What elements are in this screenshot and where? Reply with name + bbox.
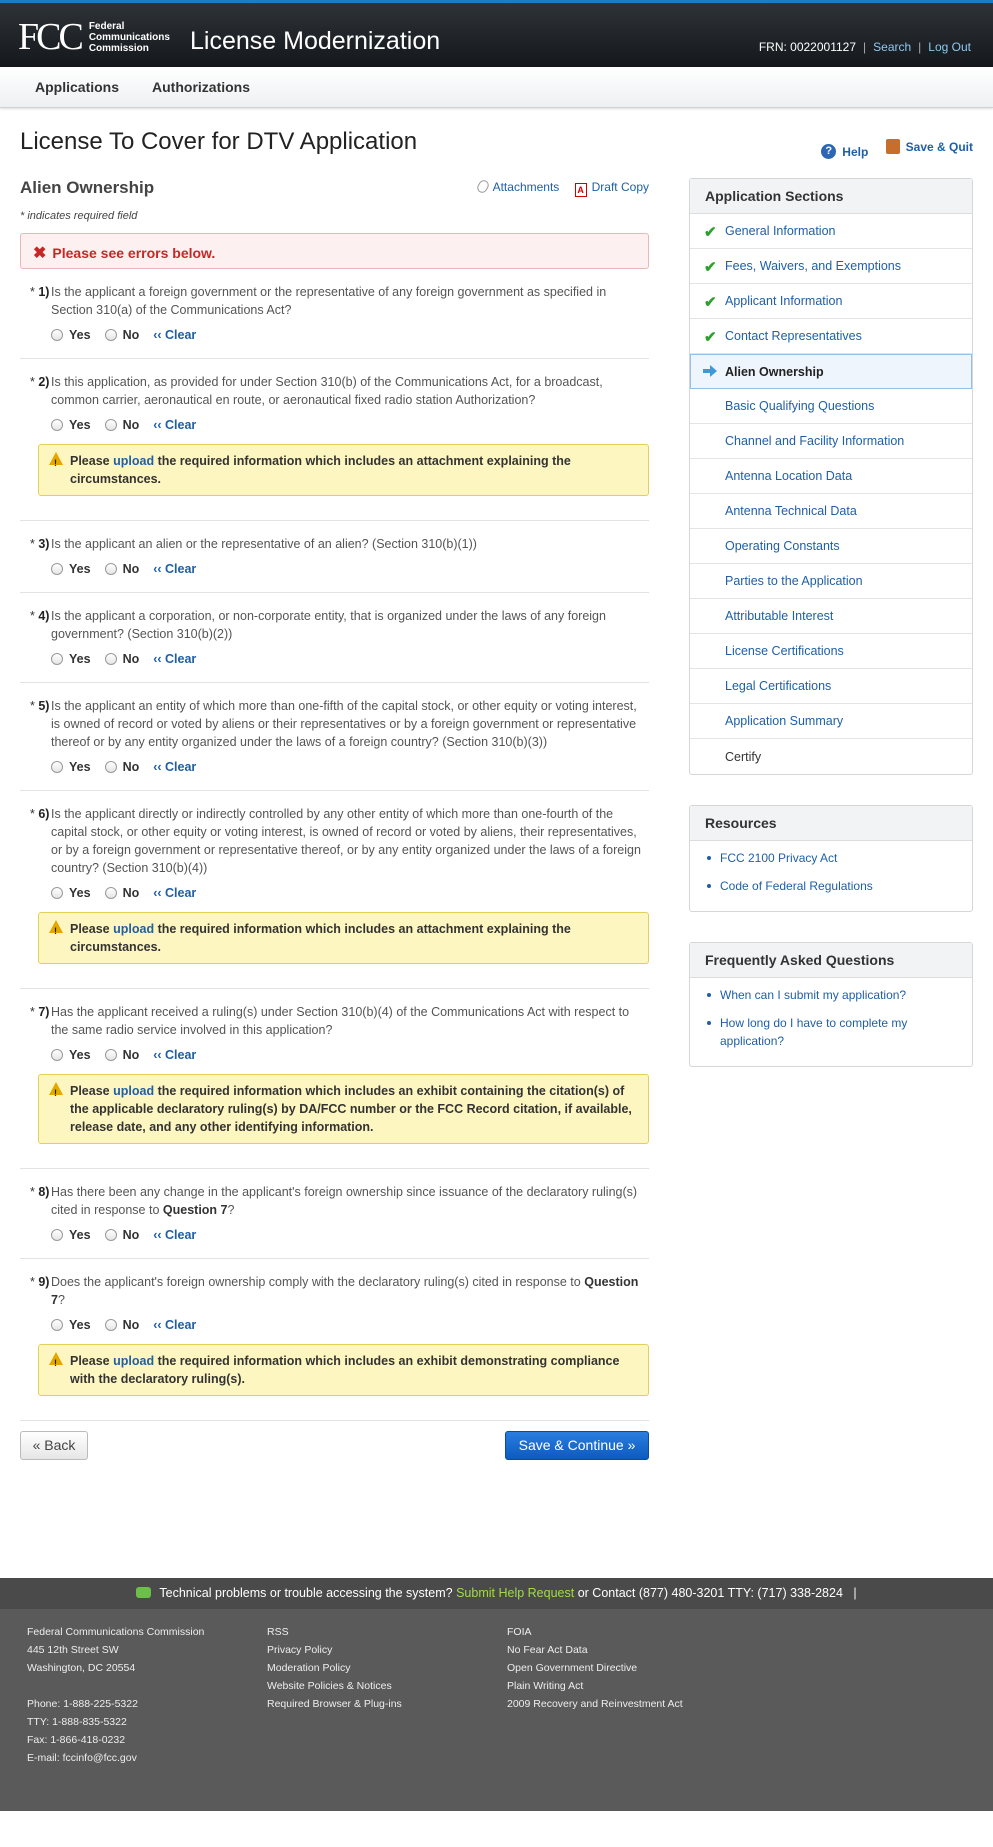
clear-link[interactable]: ‹‹ Clear [153,1228,197,1242]
footer-link[interactable]: 2009 Recovery and Reinvestment Act [507,1698,683,1710]
required-star: * [30,1185,35,1199]
sidebar-item-basic-qualifying-questions[interactable] [690,389,972,424]
yes-option[interactable] [51,1318,91,1332]
panel-title: Frequently Asked Questions [690,943,972,978]
yes-label: Yes [69,328,91,342]
yes-label: Yes [69,1318,91,1332]
yes-option[interactable] [51,1228,91,1242]
yes-radio[interactable] [51,653,63,665]
yes-label: Yes [69,418,91,432]
section-label: Channel and Facility Information [725,434,905,448]
question-num: 8) [38,1185,50,1199]
required-star: * [30,609,35,623]
no-radio[interactable] [105,1049,117,1061]
separator: | [863,40,867,54]
yes-radio[interactable] [51,1229,63,1241]
yes-option[interactable] [51,886,91,900]
no-radio[interactable] [105,653,117,665]
footer-address-line: 445 12th Street SW [27,1644,119,1656]
question-tail: ? [57,1293,65,1307]
question-text [20,805,649,877]
question-num: 3) [38,537,50,551]
no-option[interactable] [105,1318,140,1332]
faq-list [690,978,972,1066]
resources-link[interactable]: FCC 2100 Privacy Act [690,849,972,867]
section-nav [690,214,972,774]
yes-label: Yes [69,886,91,900]
footer-address-line: TTY: 1-888-835-5322 [27,1716,127,1728]
section-label: Applicant Information [725,294,843,308]
pdf-icon: A [575,183,587,197]
upload-link[interactable]: upload [113,922,155,936]
question-number [30,373,49,391]
yes-radio[interactable] [51,887,63,899]
warning-icon [49,1352,63,1365]
section-label: Operating Constants [725,539,840,553]
question-number [30,697,49,715]
footer-address [27,1623,204,1767]
question-text [20,373,649,409]
question-num: 7) [38,1005,50,1019]
required-note: * indicates required field [20,210,138,222]
answer-options [20,760,649,774]
separator: | [853,1586,857,1600]
sidebar-item-license-certifications[interactable] [690,634,972,669]
warning-icon [49,920,63,933]
draft-copy-label: Draft Copy [591,180,649,194]
checkmark-icon: ✔ [704,224,717,241]
yes-option[interactable] [51,562,91,576]
no-option[interactable] [105,886,140,900]
no-option[interactable] [105,652,140,666]
sidebar-item-parties-to-the-application[interactable] [690,564,972,599]
no-label: No [122,652,140,666]
yes-label: Yes [69,652,91,666]
sidebar-item-legal-certifications[interactable] [690,669,972,704]
required-star: * [30,807,35,821]
paperclip-icon [475,178,490,194]
logout-link[interactable]: Log Out [928,40,971,54]
question-number [30,607,49,625]
question [20,521,649,593]
answer-options [20,886,649,900]
question-body: Has the applicant received a ruling(s) under Section 310(b)(4) of the Communications Act with respect to the same radio service involved in this application? [51,1005,630,1037]
question-num: 1) [38,285,50,299]
search-link[interactable]: Search [873,40,912,54]
no-option[interactable] [105,562,140,576]
attachments-label: Attachments [492,180,560,194]
agency-line: Communications [88,31,170,43]
checkmark-icon: ✔ [704,294,717,311]
no-radio[interactable] [105,1319,117,1331]
sidebar [689,178,973,1097]
form-buttons [20,1431,649,1460]
application-sections-panel [689,178,973,775]
no-radio[interactable] [105,329,117,341]
footer-address-line: E-mail: fccinfo@fcc.gov [27,1752,137,1764]
question [20,791,649,989]
question-number [30,535,49,553]
yes-option[interactable] [51,328,91,342]
agency-line: Federal [88,20,125,32]
no-label: No [122,1048,140,1062]
footer-links-col2 [267,1623,402,1713]
question-text [20,607,649,643]
footer-link[interactable]: Website Policies & Notices [267,1680,392,1692]
clear-link[interactable]: ‹‹ Clear [153,1048,197,1062]
question-number [30,1003,49,1021]
warning-please: Please [70,1354,110,1368]
separator: | [918,40,922,54]
attachments-link[interactable] [478,180,560,194]
answer-options [20,418,649,432]
faq-link[interactable]: How long do I have to complete my application? [690,1014,972,1050]
back-button[interactable]: « Back [20,1431,88,1460]
section-label: Basic Qualifying Questions [725,399,875,413]
yes-radio[interactable] [51,563,63,575]
clear-link[interactable]: ‹‹ Clear [153,1318,197,1332]
help-label: Help [842,144,869,159]
no-radio[interactable] [105,1229,117,1241]
clear-link[interactable]: ‹‹ Clear [153,760,197,774]
footer-links-col3 [507,1623,683,1713]
question [20,683,649,791]
sidebar-item-contact-representatives[interactable] [690,319,972,354]
required-star: * [30,285,35,299]
help-icon: ? [821,144,836,159]
panel-title: Application Sections [690,179,972,214]
section-label: Alien Ownership [725,364,824,379]
section-label: Fees, Waivers, and Exemptions [725,259,901,273]
question-text [20,697,649,751]
section-label: Certify [725,749,762,764]
no-option[interactable] [105,418,140,432]
yes-label: Yes [69,760,91,774]
site-header [0,0,993,67]
question-num: 4) [38,609,50,623]
warning-text: the required information which includes an exhibit containing the citation(s) of the applicable declaratory ruling(s) by DA/FCC number or the FCC Record citation, if available, release date, and any other identifying information. [70,1084,632,1134]
sidebar-item-operating-constants[interactable] [690,529,972,564]
sidebar-item-antenna-technical-data[interactable] [690,494,972,529]
save-quit-link[interactable] [886,139,973,154]
no-option[interactable] [105,1048,140,1062]
section-title: Alien Ownership [20,178,155,197]
question-tail: ? [227,1203,235,1217]
required-star: * [30,1005,35,1019]
upload-warning [38,1074,649,1144]
yes-radio[interactable] [51,761,63,773]
resources-list [690,841,972,911]
footer-link[interactable]: Moderation Policy [267,1662,351,1674]
question-num: 9) [38,1275,50,1289]
sidebar-item-application-summary[interactable] [690,704,972,739]
no-option[interactable] [105,1228,140,1242]
sidebar-item-alien-ownership[interactable] [690,354,972,389]
no-radio[interactable] [105,563,117,575]
question-body: Is the applicant directly or indirectly controlled by any other entity of which more than one-fourth of the capital stock, or other equity or voting interest, is owned of record or voted by aliens, their representatives, or by a foreign government or representative thereof, or by any entity organized under the laws of a foreign country? (Section 310(b)(4)) [51,807,641,875]
required-star: * [30,375,35,389]
save-continue-button[interactable]: Save & Continue » [505,1431,649,1460]
footer-link[interactable]: Open Government Directive [507,1662,638,1674]
footer-link[interactable]: Privacy Policy [267,1644,333,1656]
checkmark-icon: ✔ [704,329,717,346]
panel-title: Resources [690,806,972,841]
section-label: Parties to the Application [725,574,863,588]
question-number [30,1273,49,1291]
answer-options [20,1048,649,1062]
question-text [20,283,649,319]
section-label: Antenna Location Data [725,469,853,483]
question-number [30,805,49,823]
faq-panel [689,942,973,1067]
section-label: Contact Representatives [725,329,862,343]
question-num: 2) [38,375,50,389]
warning-text: the required information which includes an exhibit demonstrating compliance with the declaratory ruling(s). [70,1354,620,1386]
yes-option[interactable] [51,652,91,666]
clear-link[interactable]: ‹‹ Clear [153,562,197,576]
question-num: 5) [38,699,50,713]
question-text [20,1183,649,1219]
upload-warning [38,444,649,496]
upload-warning [38,1344,649,1396]
help-bar [0,1578,993,1609]
section-links [466,180,649,197]
question-text [20,1273,649,1309]
section-label: Antenna Technical Data [725,504,857,518]
sidebar-item-fees-waivers-and-exemptions[interactable] [690,249,972,284]
error-icon: ✖ [33,245,47,262]
main-nav [0,67,993,108]
footer-link[interactable]: No Fear Act Data [507,1644,588,1656]
sidebar-item-applicant-information[interactable] [690,284,972,319]
question-list [20,269,649,1421]
warning-text: the required information which includes an attachment explaining the circumstances. [70,454,571,486]
yes-option[interactable] [51,418,91,432]
warning-icon [49,1082,63,1095]
upload-link[interactable]: upload [113,1084,155,1098]
no-label: No [122,886,140,900]
agency-line: Commission [88,42,149,54]
fcc-logo[interactable] [18,16,170,58]
question-body: Is the applicant an alien or the representative of an alien? (Section 310(b)(1)) [51,537,477,551]
footer-link[interactable]: FOIA [507,1626,532,1638]
yes-option[interactable] [51,1048,91,1062]
warning-text: the required information which includes an attachment explaining the circumstances. [70,922,571,954]
resources-panel [689,805,973,912]
sidebar-item-channel-and-facility-information[interactable] [690,424,972,459]
question [20,1169,649,1259]
draft-copy-link[interactable] [575,180,649,194]
alien-ownership-form [20,178,649,1460]
question-text [20,535,649,553]
answer-options [20,1228,649,1242]
clear-link[interactable]: ‹‹ Clear [153,652,197,666]
yes-label: Yes [69,1228,91,1242]
sidebar-item-general-information[interactable] [690,214,972,249]
fcc-logo-mark: FCC [18,16,81,58]
error-message: Please see errors below. [52,245,216,261]
section-label: Legal Certifications [725,679,832,693]
footer-address-line: Fax: 1-866-418-0232 [27,1734,126,1746]
no-radio[interactable] [105,761,117,773]
question-ref: Question 7 [51,1275,639,1307]
error-banner [20,233,649,269]
save-quit-icon [886,139,900,154]
frn-label: FRN: 0022001127 [758,40,857,54]
page-actions [807,139,973,159]
chat-icon [136,1587,151,1598]
faq-link[interactable]: When can I submit my application? [690,986,972,1004]
footer-address-line: Phone: 1-888-225-5322 [27,1698,138,1710]
section-label: License Certifications [725,644,844,658]
no-label: No [122,760,140,774]
main-content [0,108,993,1578]
clear-link[interactable]: ‹‹ Clear [153,418,197,432]
required-star: * [30,537,35,551]
yes-radio[interactable] [51,1319,63,1331]
required-star: * [30,699,35,713]
save-quit-label: Save & Quit [905,139,973,154]
yes-label: Yes [69,1048,91,1062]
answer-options [20,562,649,576]
answer-options [20,652,649,666]
footer-address-line: Washington, DC 20554 [27,1662,136,1674]
answer-options [20,1318,649,1332]
answer-options [20,328,649,342]
nav-applications[interactable]: Applications [35,79,120,95]
warning-please: Please [70,454,110,468]
page-title: License To Cover for DTV Application [20,128,418,155]
question-number [30,283,49,301]
submit-help-request-link[interactable]: Submit Help Request [456,1586,575,1600]
section-label: Application Summary [725,714,844,728]
question-body: Is the applicant a foreign government or the representative of any foreign government as specified in Section 310(a) of the Communications Act? [51,285,607,317]
question-body: Is the applicant an entity of which more than one-fifth of the capital stock, or other equity or voting interest, is owned of record or voted by aliens or their representatives or by a foreign government or representative thereof or by any entity organized under the laws of a foreign country? (Section 310(b)(3)) [51,699,637,749]
sidebar-item-attributable-interest[interactable] [690,599,972,634]
checkmark-icon: ✔ [704,259,717,276]
yes-label: Yes [69,562,91,576]
warning-please: Please [70,1084,110,1098]
footer-link[interactable]: Required Browser & Plug-ins [267,1698,402,1710]
question [20,359,649,521]
no-option[interactable] [105,328,140,342]
no-label: No [122,328,140,342]
section-label: Attributable Interest [725,609,834,623]
no-option[interactable] [105,760,140,774]
app-title: License Modernization [190,27,441,55]
no-label: No [122,1228,140,1242]
required-star: * [30,1275,35,1289]
arrow-right-icon [703,365,717,377]
footer-address-line: Federal Communications Commission [27,1626,205,1638]
section-label: General Information [725,224,836,238]
upload-link[interactable]: upload [113,1354,155,1368]
yes-radio[interactable] [51,329,63,341]
upload-warning [38,912,649,964]
question-body: Has there been any change in the applicant's foreign ownership since issuance of the declaratory ruling(s) cited in response to [51,1185,638,1217]
question [20,593,649,683]
yes-radio[interactable] [51,419,63,431]
footer-link[interactable]: RSS [267,1626,289,1638]
help-link[interactable] [821,144,868,159]
upload-link[interactable]: upload [113,454,155,468]
site-footer [0,1578,993,1811]
question [20,1259,649,1421]
yes-option[interactable] [51,760,91,774]
no-label: No [122,1318,140,1332]
question [20,269,649,359]
nav-authorizations[interactable]: Authorizations [152,79,251,95]
question-ref: Question 7 [162,1203,228,1217]
contact-text: or Contact (877) 480-3201 TTY: (717) 338-2824 [577,1586,843,1600]
warning-please: Please [70,922,110,936]
agency-name [89,21,170,54]
question-body: Is the applicant a corporation, or non-corporate entity, that is organized under the laws of any foreign government? (Section 310(b)(2)) [51,609,606,641]
utility-links [759,40,971,54]
clear-link[interactable]: ‹‹ Clear [153,328,197,342]
no-label: No [122,562,140,576]
warning-icon [49,452,63,465]
question-text [20,1003,649,1039]
help-bar-text: Technical problems or trouble accessing the system? [159,1586,453,1600]
footer-address-line [27,1677,204,1695]
sidebar-item-antenna-location-data[interactable] [690,459,972,494]
sidebar-item-certify[interactable] [690,739,972,774]
no-radio[interactable] [105,419,117,431]
question [20,989,649,1169]
no-label: No [122,418,140,432]
resources-link[interactable]: Code of Federal Regulations [690,877,972,895]
yes-radio[interactable] [51,1049,63,1061]
question-body: Does the applicant's foreign ownership comply with the declaratory ruling(s) cited in response to [51,1275,581,1289]
no-radio[interactable] [105,887,117,899]
question-body: Is this application, as provided for under Section 310(b) of the Communications Act, for a broadcast, common carrier, aeronautical en route, or aeronautical fixed radio station Authorization? [51,375,603,407]
footer-link[interactable]: Plain Writing Act [507,1680,584,1692]
clear-link[interactable]: ‹‹ Clear [153,886,197,900]
question-num: 6) [38,807,50,821]
question-number [30,1183,49,1201]
